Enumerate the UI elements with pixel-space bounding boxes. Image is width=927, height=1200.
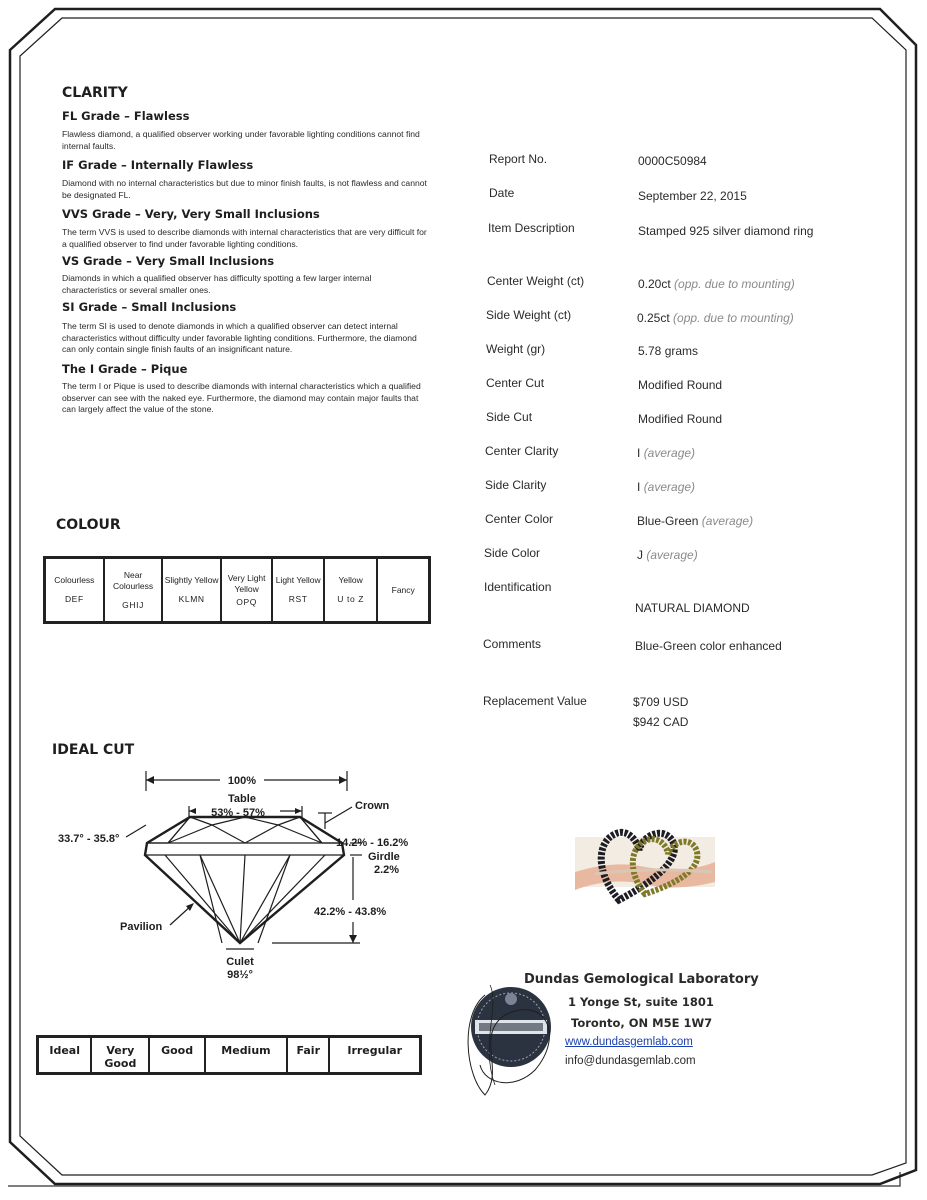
report-value: 0000C50984 [638,154,707,168]
lab-website-link[interactable]: www.dundasgemlab.com [565,1036,693,1048]
cut-grade-irregular: Irregular [329,1037,420,1073]
report-value: Stamped 925 silver diamond ring [638,224,814,238]
lab-address-line2: Toronto, ON M5E 1W7 [571,1016,713,1030]
report-value: Modified Round [638,412,723,426]
report-label: Report No. [489,152,548,166]
diagram-total-label: 100% [227,775,257,787]
colour-cell-near-colourless: Near Colourless GHIJ [104,558,163,622]
grade-heading-vs: VS Grade – Very Small Inclusions [62,254,275,268]
report-label: Side Color [484,546,541,560]
diagram-culet-angle: 98½° [227,969,253,981]
grade-heading-si: SI Grade – Small Inclusions [62,300,237,314]
cut-grade-table [36,1035,422,1075]
ideal-cut-title: IDEAL CUT [52,742,135,758]
diagram-culet-label: Culet [226,956,254,968]
report-label: Center Clarity [485,444,559,458]
report-label: Weight (gr) [486,342,546,356]
cut-grade-medium: Medium [205,1037,287,1073]
lab-address-line1: 1 Yonge St, suite 1801 [568,995,714,1009]
report-label: Center Color [485,512,554,526]
grade-text-vs: Diamonds in which a qualified observer has difficulty spotting a few larger internal characteristics or several smaller ones. [62,273,372,295]
colour-cell-very-light-yellow: Very Light Yellow OPQ [221,558,273,622]
colour-cell-fancy: Fancy [377,558,429,622]
report-label: Item Description [488,221,575,235]
grade-heading-i: The I Grade – Pique [62,362,188,376]
diagram-girdle-label: Girdle [368,851,400,863]
diagram-girdle-pct: 2.2% [374,864,400,876]
colour-cell-yellow: Yellow U to Z [324,558,378,622]
grade-text-fl: Flawless diamond, a qualified observer working under favorable lighting conditions cannot find internal faults. [62,129,420,151]
report-value: J (average) [637,548,698,562]
replacement-usd: $709 USD [633,695,689,709]
grade-text-si: The term SI is used to denote diamonds in which a qualified observer can detect internal characteristics without difficulty under favorable lighting conditions. Furthermore, the diamond can only contain single finish faults of an insignificant nature. [62,321,417,354]
grade-heading-fl: FL Grade – Flawless [62,109,190,123]
colour-scale-table [43,556,431,624]
report-value: 5.78 grams [638,344,699,358]
grade-text-vvs: The term VVS is used to describe diamonds with internal characteristics that are very difficult for a qualified observer to find under favorable lighting conditions. [62,227,427,249]
comments-value: Blue-Green color enhanced [635,639,782,653]
identification-label: Identification [484,580,552,594]
grade-heading-vvs: VVS Grade – Very, Very Small Inclusions [62,207,320,221]
diamond-cut-diagram [50,765,440,985]
diagram-crown-angle: 33.7° - 35.8° [58,833,120,845]
lab-seal-stamp [455,975,570,1100]
cut-grade-good: Good [149,1037,205,1073]
report-value: 0.25ct (opp. due to mounting) [637,311,794,325]
replacement-cad: $942 CAD [633,715,689,729]
lab-email: info@dundasgemlab.com [565,1055,696,1067]
ring-photo [575,812,715,912]
colour-cell-colourless: Colourless DEF [45,558,104,622]
report-label: Center Cut [486,376,545,390]
report-label: Side Weight (ct) [486,308,572,322]
colour-cell-light-yellow: Light Yellow RST [272,558,324,622]
report-value: 0.20ct (opp. due to mounting) [638,277,795,291]
diagram-table-label: Table [228,793,256,805]
diagram-crown-label: Crown [355,800,390,812]
report-value: September 22, 2015 [638,189,747,203]
cut-grade-very-good: Very Good [91,1037,149,1073]
report-value: I (average) [637,480,696,494]
grade-heading-if: IF Grade – Internally Flawless [62,158,254,172]
diagram-pavilion-depth: 42.2% - 43.8% [314,906,387,918]
identification-value: NATURAL DIAMOND [635,601,750,615]
report-value: Blue-Green (average) [637,514,754,528]
report-label: Side Cut [486,410,533,424]
grade-text-if: Diamond with no internal characteristics but due to minor finish faults, is not flawless and cannot be designated FL. [62,178,427,200]
cut-grade-fair: Fair [287,1037,329,1073]
comments-label: Comments [483,637,542,651]
grade-text-i: The term I or Pique is used to describe diamonds with internal characteristics which a qualified observer can see with the naked eye. Furthermore, the diamond may contain major faults that can largely affect the value of the stone. [62,381,421,414]
report-label: Date [489,186,515,200]
lab-name: Dundas Gemological Laboratory [524,972,759,987]
cut-grade-ideal: Ideal [38,1037,91,1073]
diagram-crown-height: 14.2% - 16.2% [336,837,409,849]
report-value: Modified Round [638,378,723,392]
colour-title: COLOUR [56,517,121,533]
clarity-title: CLARITY [62,85,128,101]
report-label: Side Clarity [485,478,547,492]
report-value: I (average) [637,446,696,460]
diagram-pavilion-label: Pavilion [120,921,163,933]
diagram-table-range: 53% - 57% [211,807,265,819]
replacement-label: Replacement Value [483,694,587,708]
report-label: Center Weight (ct) [487,274,585,288]
colour-cell-slightly-yellow: Slightly Yellow KLMN [162,558,220,622]
